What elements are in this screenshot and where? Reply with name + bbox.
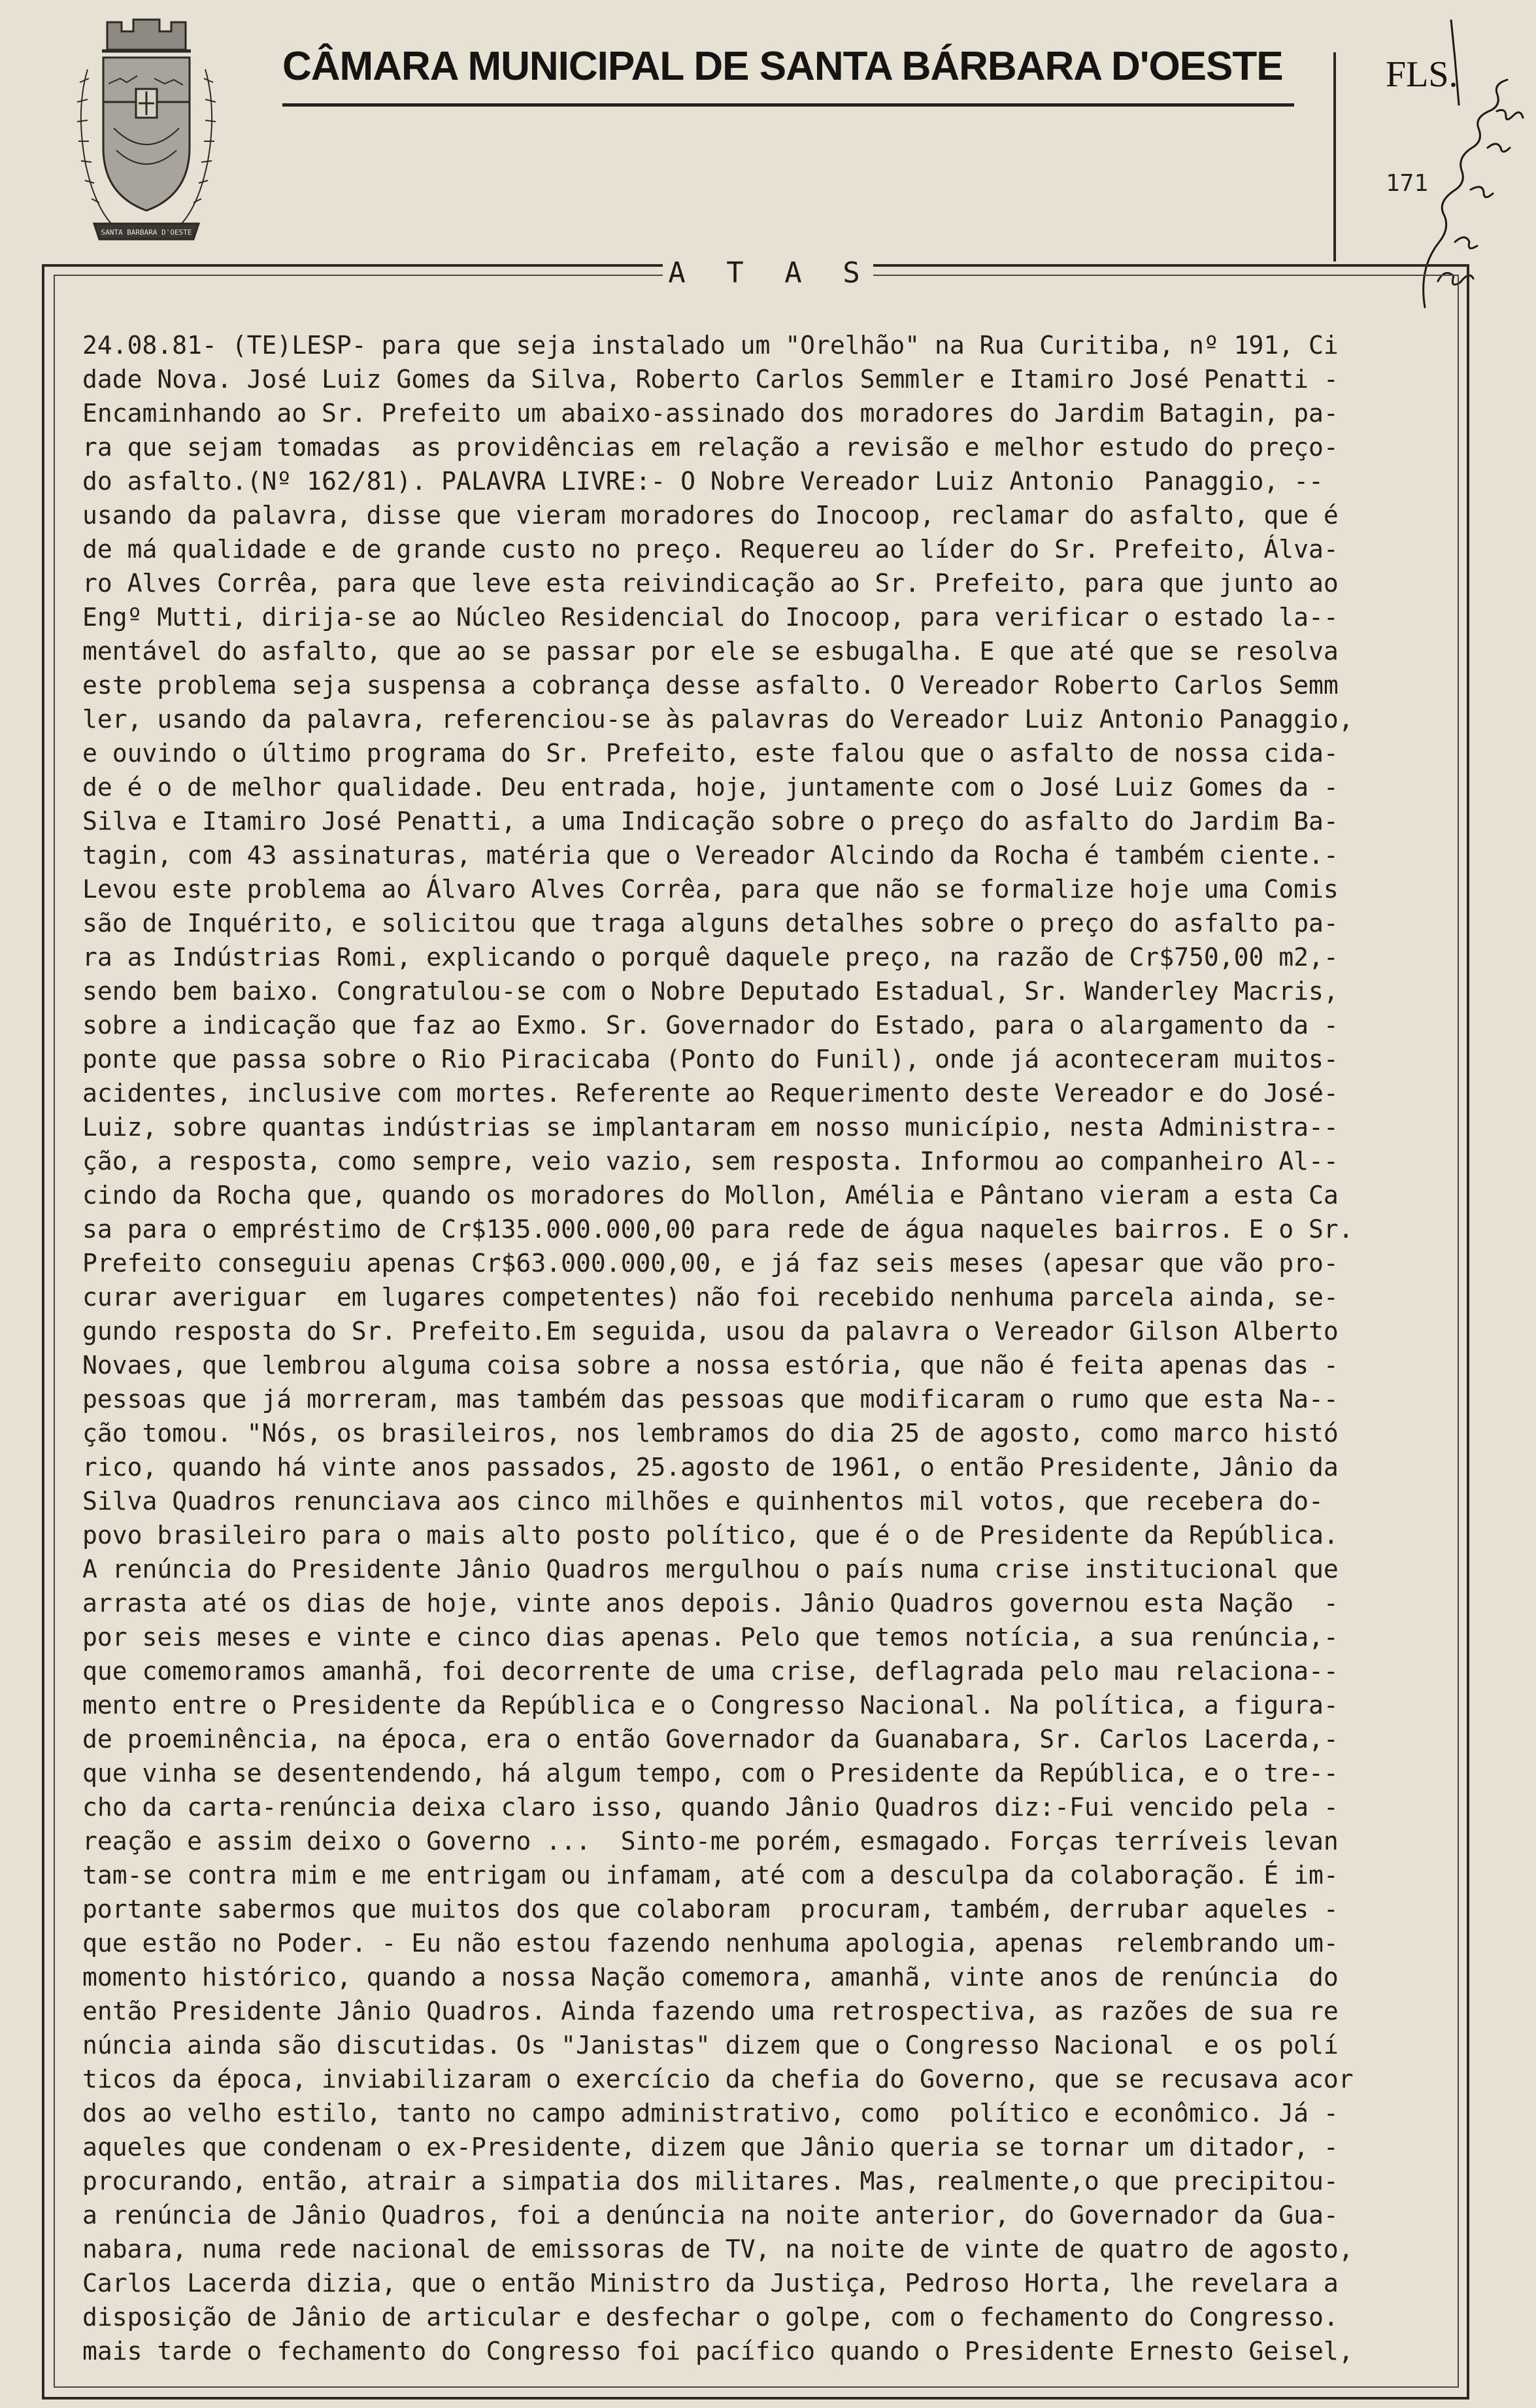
- minutes-line: disposição de Jânio de articular e desfechar o golpe, com o fechamento do Congresso.: [82, 2303, 1339, 2332]
- minutes-line: momento histórico, quando a nossa Nação comemora, amanhã, vinte anos de renúncia do: [82, 1963, 1339, 1992]
- minutes-line: Luiz, sobre quantas indústrias se implantaram em nosso município, nesta Administra--: [82, 1113, 1339, 1142]
- section-title: A T A S: [668, 256, 872, 290]
- minutes-line: portante sabermos que muitos dos que colaboram procuram, também, derrubar aqueles -: [82, 1895, 1339, 1924]
- minutes-line: A renúncia do Presidente Jânio Quadros mergulhou o país numa crise institucional que: [82, 1555, 1339, 1584]
- minutes-line: ra que sejam tomadas as providências em relação a revisão e melhor estudo do preço-: [82, 433, 1339, 462]
- minutes-line: gundo resposta do Sr. Prefeito.Em seguida, usou da palavra o Vereador Gilson Alberto: [82, 1317, 1339, 1346]
- minutes-line: 24.08.81- (TE)LESP- para que seja instalado um "Orelhão" na Rua Curitiba, nº 191, Ci: [82, 331, 1339, 360]
- minutes-line: arrasta até os dias de hoje, vinte anos depois. Jânio Quadros governou esta Nação -: [82, 1589, 1339, 1618]
- minutes-line: cho da carta-renúncia deixa claro isso, quando Jânio Quadros diz:-Fui vencido pela -: [82, 1793, 1339, 1822]
- minutes-line: Novaes, que lembrou alguma coisa sobre a nossa estória, que não é feita apenas das -: [82, 1351, 1339, 1380]
- minutes-line: procurando, então, atrair a simpatia dos militares. Mas, realmente,o que precipitou-: [82, 2167, 1339, 2196]
- minutes-line: de é o de melhor qualidade. Deu entrada, hoje, juntamente com o José Luiz Gomes da -: [82, 773, 1339, 802]
- minutes-line: dos ao velho estilo, tanto no campo administrativo, como político e econômico. Já -: [82, 2099, 1339, 2128]
- minutes-line: ticos da época, inviabilizaram o exercício da chefia do Governo, que se recusava acor: [82, 2065, 1354, 2094]
- minutes-line: usando da palavra, disse que vieram moradores do Inocoop, reclamar do asfalto, que é: [82, 501, 1339, 530]
- institution-title: CÂMARA MUNICIPAL DE SANTA BÁRBARA D'OESTE: [282, 44, 1283, 89]
- minutes-line: Prefeito conseguiu apenas Cr$63.000.000,00, e já faz seis meses (apesar que vão pro-: [82, 1249, 1339, 1278]
- minutes-line: que comemoramos amanhã, foi decorrente de uma crise, deflagrada pelo mau relaciona--: [82, 1657, 1339, 1686]
- minutes-line: dade Nova. José Luiz Gomes da Silva, Roberto Carlos Semmler e Itamiro José Penatti -: [82, 365, 1339, 394]
- minutes-line: são de Inquérito, e solicitou que traga alguns detalhes sobre o preço do asfalto pa-: [82, 909, 1339, 938]
- minutes-line: ra as Indústrias Romi, explicando o porquê daquele preço, na razão de Cr$750,00 m2,-: [82, 943, 1339, 972]
- fls-label: FLS.: [1386, 54, 1458, 95]
- minutes-line: ler, usando da palavra, referenciou-se às palavras do Vereador Luiz Antonio Panaggio,: [82, 705, 1354, 734]
- minutes-line: de proeminência, na época, era o então Governador da Guanabara, Sr. Carlos Lacerda,-: [82, 1725, 1339, 1754]
- minutes-line: tam-se contra mim e me entrigam ou infamam, até com a desculpa da colaboração. É im-: [82, 1861, 1339, 1890]
- minutes-line: então Presidente Jânio Quadros. Ainda fazendo uma retrospectiva, as razões de sua re: [82, 1997, 1339, 2026]
- minutes-line: mentável do asfalto, que ao se passar por ele se esbugalha. E que até que se resolva: [82, 637, 1339, 666]
- minutes-line: do asfalto.(Nº 162/81). PALAVRA LIVRE:- O Nobre Vereador Luiz Antonio Panaggio, --: [82, 467, 1324, 496]
- crest-motto: SANTA BARBARA D'OESTE: [101, 228, 192, 237]
- title-rule-right-inner: [873, 275, 1459, 276]
- minutes-line: Encaminhando ao Sr. Prefeito um abaixo-assinado dos moradores do Jardim Batagin, pa-: [82, 399, 1339, 428]
- minutes-line: ção tomou. "Nós, os brasileiros, nos lembramos do dia 25 de agosto, como marco histó: [82, 1419, 1339, 1448]
- minutes-line: curar averiguar em lugares competentes) não foi recebido nenhuma parcela ainda, se-: [82, 1283, 1339, 1312]
- title-rule-left: [42, 264, 663, 267]
- minutes-line: Silva Quadros renunciava aos cinco milhões e quinhentos mil votos, que recebera do-: [82, 1487, 1324, 1516]
- minutes-line: que estão no Poder. - Eu não estou fazendo nenhuma apologia, apenas relembrando um-: [82, 1929, 1339, 1958]
- minutes-line: rico, quando há vinte anos passados, 25.agosto de 1961, o então Presidente, Jânio da: [82, 1453, 1339, 1482]
- minutes-line: ção, a resposta, como sempre, veio vazio, sem resposta. Informou ao companheiro Al--: [82, 1147, 1339, 1176]
- minutes-line: sa para o empréstimo de Cr$135.000.000,00 para rede de água naqueles bairros. E o Sr.: [82, 1215, 1354, 1244]
- header-divider: [1333, 52, 1336, 262]
- title-rule-right: [873, 264, 1469, 267]
- minutes-line: mais tarde o fechamento do Congresso foi pacífico quando o Presidente Ernesto Geisel,: [82, 2337, 1354, 2366]
- minutes-line: reação e assim deixo o Governo ... Sinto-me porém, esmagado. Forças terríveis levan: [82, 1827, 1339, 1856]
- minutes-line: este problema seja suspensa a cobrança desse asfalto. O Vereador Roberto Carlos Semm: [82, 671, 1339, 700]
- minutes-line: Levou este problema ao Álvaro Alves Corrêa, para que não se formalize hoje uma Comis: [82, 875, 1339, 904]
- minutes-line: Silva e Itamiro José Penatti, a uma Indicação sobre o preço do asfalto do Jardim Ba-: [82, 807, 1339, 836]
- minutes-line: de má qualidade e de grande custo no preço. Requereu ao líder do Sr. Prefeito, Álva-: [82, 535, 1339, 564]
- minutes-line: núncia ainda são discutidas. Os "Janistas" dizem que o Congresso Nacional e os polí: [82, 2031, 1339, 2060]
- minutes-line: pessoas que já morreram, mas também das pessoas que modificaram o rumo que esta Na--: [82, 1385, 1339, 1414]
- minutes-line: povo brasileiro para o mais alto posto político, que é o de Presidente da República.: [82, 1521, 1339, 1550]
- minutes-line: nabara, numa rede nacional de emissoras de TV, na noite de vinte de quatro de agosto,: [82, 2235, 1354, 2264]
- title-rule-left-inner: [54, 275, 663, 276]
- minutes-line: sobre a indicação que faz ao Exmo. Sr. Governador do Estado, para o alargamento da -: [82, 1011, 1339, 1040]
- folio-number: 171: [1386, 170, 1429, 197]
- header-rule: [282, 103, 1294, 107]
- minutes-line: acidentes, inclusive com mortes. Referente ao Requerimento deste Vereador e do José-: [82, 1079, 1339, 1108]
- minutes-line: ponte que passa sobre o Rio Piracicaba (Ponto do Funil), onde já aconteceram muitos-: [82, 1045, 1339, 1074]
- minutes-line: por seis meses e vinte e cinco dias apenas. Pelo que temos notícia, a sua renúncia,-: [82, 1623, 1339, 1652]
- minutes-line: ro Alves Corrêa, para que leve esta reivindicação ao Sr. Prefeito, para que junto ao: [82, 569, 1339, 598]
- minutes-line: e ouvindo o último programa do Sr. Prefeito, este falou que o asfalto de nossa cida-: [82, 739, 1339, 768]
- minutes-line: cindo da Rocha que, quando os moradores do Mollon, Amélia e Pântano vieram a esta Ca: [82, 1181, 1339, 1210]
- minutes-line: aqueles que condenam o ex-Presidente, dizem que Jânio queria se tornar um ditador, -: [82, 2133, 1339, 2162]
- minutes-line: tagin, com 43 assinaturas, matéria que o Vereador Alcindo da Rocha é também ciente.-: [82, 841, 1339, 870]
- minutes-line: a renúncia de Jânio Quadros, foi a denúncia na noite anterior, do Governador da Gua-: [82, 2201, 1339, 2230]
- minutes-line: Engº Mutti, dirija-se ao Núcleo Residencial do Inocoop, para verificar o estado la--: [82, 603, 1339, 632]
- municipal-crest-icon: [68, 10, 225, 252]
- minutes-line: mento entre o Presidente da República e o Congresso Nacional. Na política, a figura-: [82, 1691, 1339, 1720]
- minutes-line: Carlos Lacerda dizia, que o então Ministro da Justiça, Pedroso Horta, lhe revelara a: [82, 2269, 1339, 2298]
- minutes-line: sendo bem baixo. Congratulou-se com o Nobre Deputado Estadual, Sr. Wanderley Macris,: [82, 977, 1339, 1006]
- minutes-line: que vinha se desentendendo, há algum tempo, com o Presidente da República, e o tre--: [82, 1759, 1339, 1788]
